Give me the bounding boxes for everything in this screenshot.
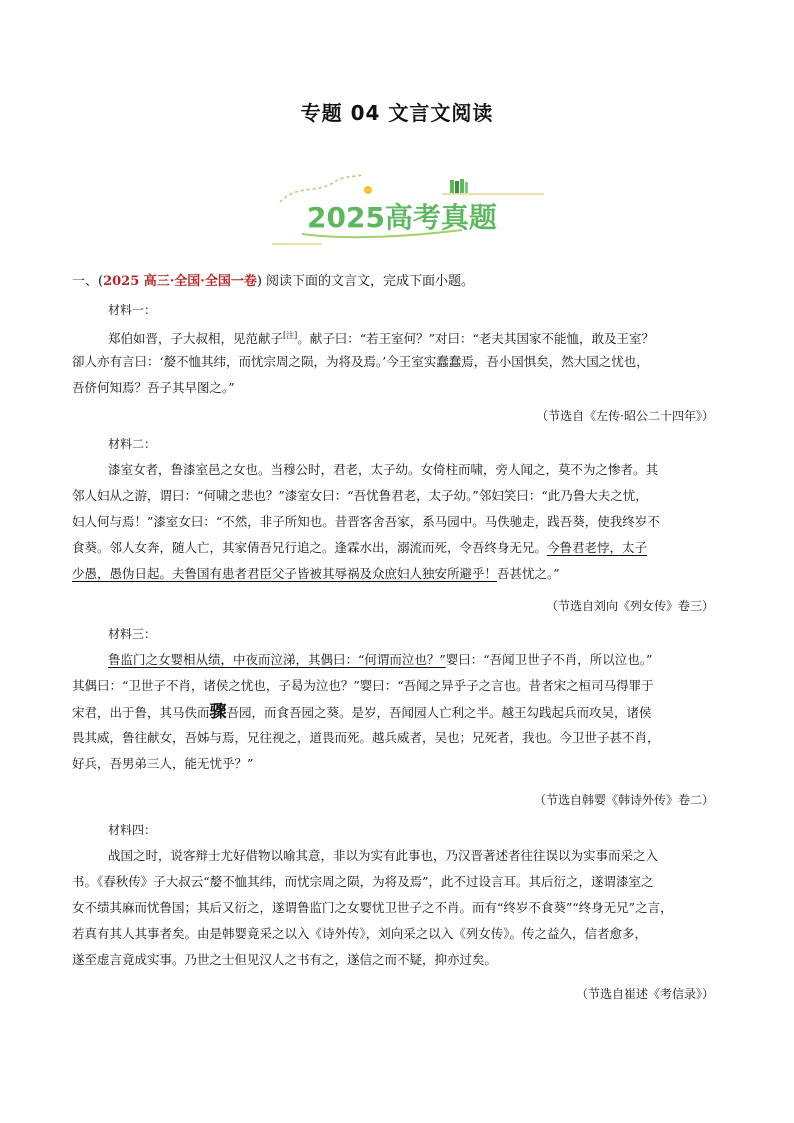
book-stack-icon [450, 179, 468, 193]
underlined-passage: 少愚，愚伪日起。夫鲁国有患者君臣父子皆被其辱祸及众庶妇人独安所避乎！ [72, 566, 498, 581]
material-3-line: 其偶曰：“卫世子不肖，诸侯之忧也，子曷为泣也？”婴曰：“吾闻之异乎子之言也。昔者宋之桓司马得罪于 [72, 678, 654, 693]
material-2-line-text: 吾甚忧之。” [497, 566, 560, 581]
underlined-passage: 鲁监门之女婴相从绩，中夜而泣涕，其偶曰：“何谓而泣也？” [108, 652, 446, 667]
material-2-line-text: 食葵。邻人女奔，随人亡，其家倩吾兄行追之。逢霖水出，溺流而死，令吾终身无兄。 [72, 540, 548, 555]
material-2-line [72, 564, 560, 584]
question-source: 2025 高三·全国·全国一卷 [103, 274, 257, 289]
question-instruction: ) 阅读下面的文言文，完成下面小题。 [256, 274, 475, 289]
material-3-source: （节选自韩婴《韩诗外传》卷二） [533, 793, 714, 807]
material-3-line [108, 650, 652, 670]
material-4-line: 若真有其人其事者矣。由是韩婴竟采之以入《诗外传》，刘向采之以入《列女传》。传之益久，信者愈多， [72, 926, 648, 941]
material-2-line: 漆室女者，鲁漆室邑之女也。当穆公时，君老，太子幼。女倚柱而啸，旁人闻之，莫不为之惨者。其 [108, 462, 659, 477]
material-1-line: 吾侪何知焉？吾子其早图之。” [72, 380, 235, 395]
material-3-line [72, 702, 652, 723]
material-1-line-text: 郑伯如晋，子大叔相，见范献子 [108, 331, 284, 347]
material-1-source: （节选自《左传·昭公二十四年》） [536, 409, 714, 423]
material-1-line-text: 。献子曰：“若王室何？”对曰：“老夫其国家不能恤，敢及王室？ [297, 331, 654, 347]
material-4-line: 女不绩其麻而忧鲁国；其后又衍之，遂谓鲁监门之女婴忧卫世子之不肖。而有“终岁不食葵”“终身无兄”之言， [72, 900, 673, 915]
material-1-line [108, 326, 654, 349]
material-1-label: 材料一： [108, 303, 157, 317]
material-3-line: 好兵，吾男弟三人，能无忧乎？” [72, 756, 254, 771]
emphasized-character: 骤 [209, 702, 227, 722]
material-2-line: 妇人何与焉！”漆室女曰：“不然，非子所知也。昔晋客舍吾家，系马园中。马佚驰走，践吾葵，使我终岁不 [72, 514, 660, 529]
underlined-passage: 今鲁君老悖，太子 [547, 540, 648, 555]
material-3-line-text: 吾园，而食吾园之葵。是岁，吾闻园人亡利之半。越王勾践起兵而攻吴，诸侯 [226, 705, 652, 720]
question-stem [72, 272, 732, 292]
annotation-mark: [注] [283, 331, 298, 340]
material-1-line: 卻人亦有言曰：‘嫠不恤其纬，而忧宗周之陨，为将及焉。’今王室实蠢蠢焉，吾小国惧矣，然大国之忧也， [72, 354, 649, 369]
material-4-line: 遂至虚言竟成实事。乃世之士但见汉人之书有之，遂信之而不疑，抑亦过矣。 [72, 952, 498, 967]
material-2-label: 材料二： [108, 437, 157, 451]
material-2-line: 邻人妇从之游，谓曰：“何啸之悲也？”漆室女曰：“吾忧鲁君老，太子幼。”邻妇笑曰：“此乃鲁大夫之忧， [72, 488, 648, 503]
question-prefix: 一、( [72, 274, 104, 289]
material-4-line: 战国之时，说客辩士尤好借物以喻其意，非以为实有此事也，乃汉晋著述者往往误以为实事而采之入 [108, 848, 659, 863]
material-3-line: 畏其威，鲁往献女，吾姊与焉，兄往视之，道畏而死。越兵威者，吴也；兄死者，我也。今卫世子甚不肖， [72, 730, 660, 745]
material-4-label: 材料四： [108, 823, 157, 837]
material-3-label: 材料三： [108, 627, 157, 641]
material-2-source: （节选自刘向《列女传》卷三） [545, 599, 714, 613]
banner-title: 2025高考真题 [307, 201, 497, 234]
material-4-line: 书。《春秋传》子大叔云“嫠不恤其纬，而忧宗周之陨，为将及焉”，此不过设言耳。其后衍之，遂谓漆室之 [72, 874, 654, 889]
material-4-source: （节选自崔述《考信录》） [575, 987, 714, 1001]
material-2-line [72, 538, 647, 558]
material-3-line-text: 宋君，出于鲁，其马佚而 [72, 705, 210, 720]
page-title: 专题 04 文言文阅读 [300, 101, 494, 125]
title-banner [262, 172, 552, 250]
material-3-line-text: 婴曰：“吾闻卫世子不肖，所以泣也。” [445, 652, 653, 667]
